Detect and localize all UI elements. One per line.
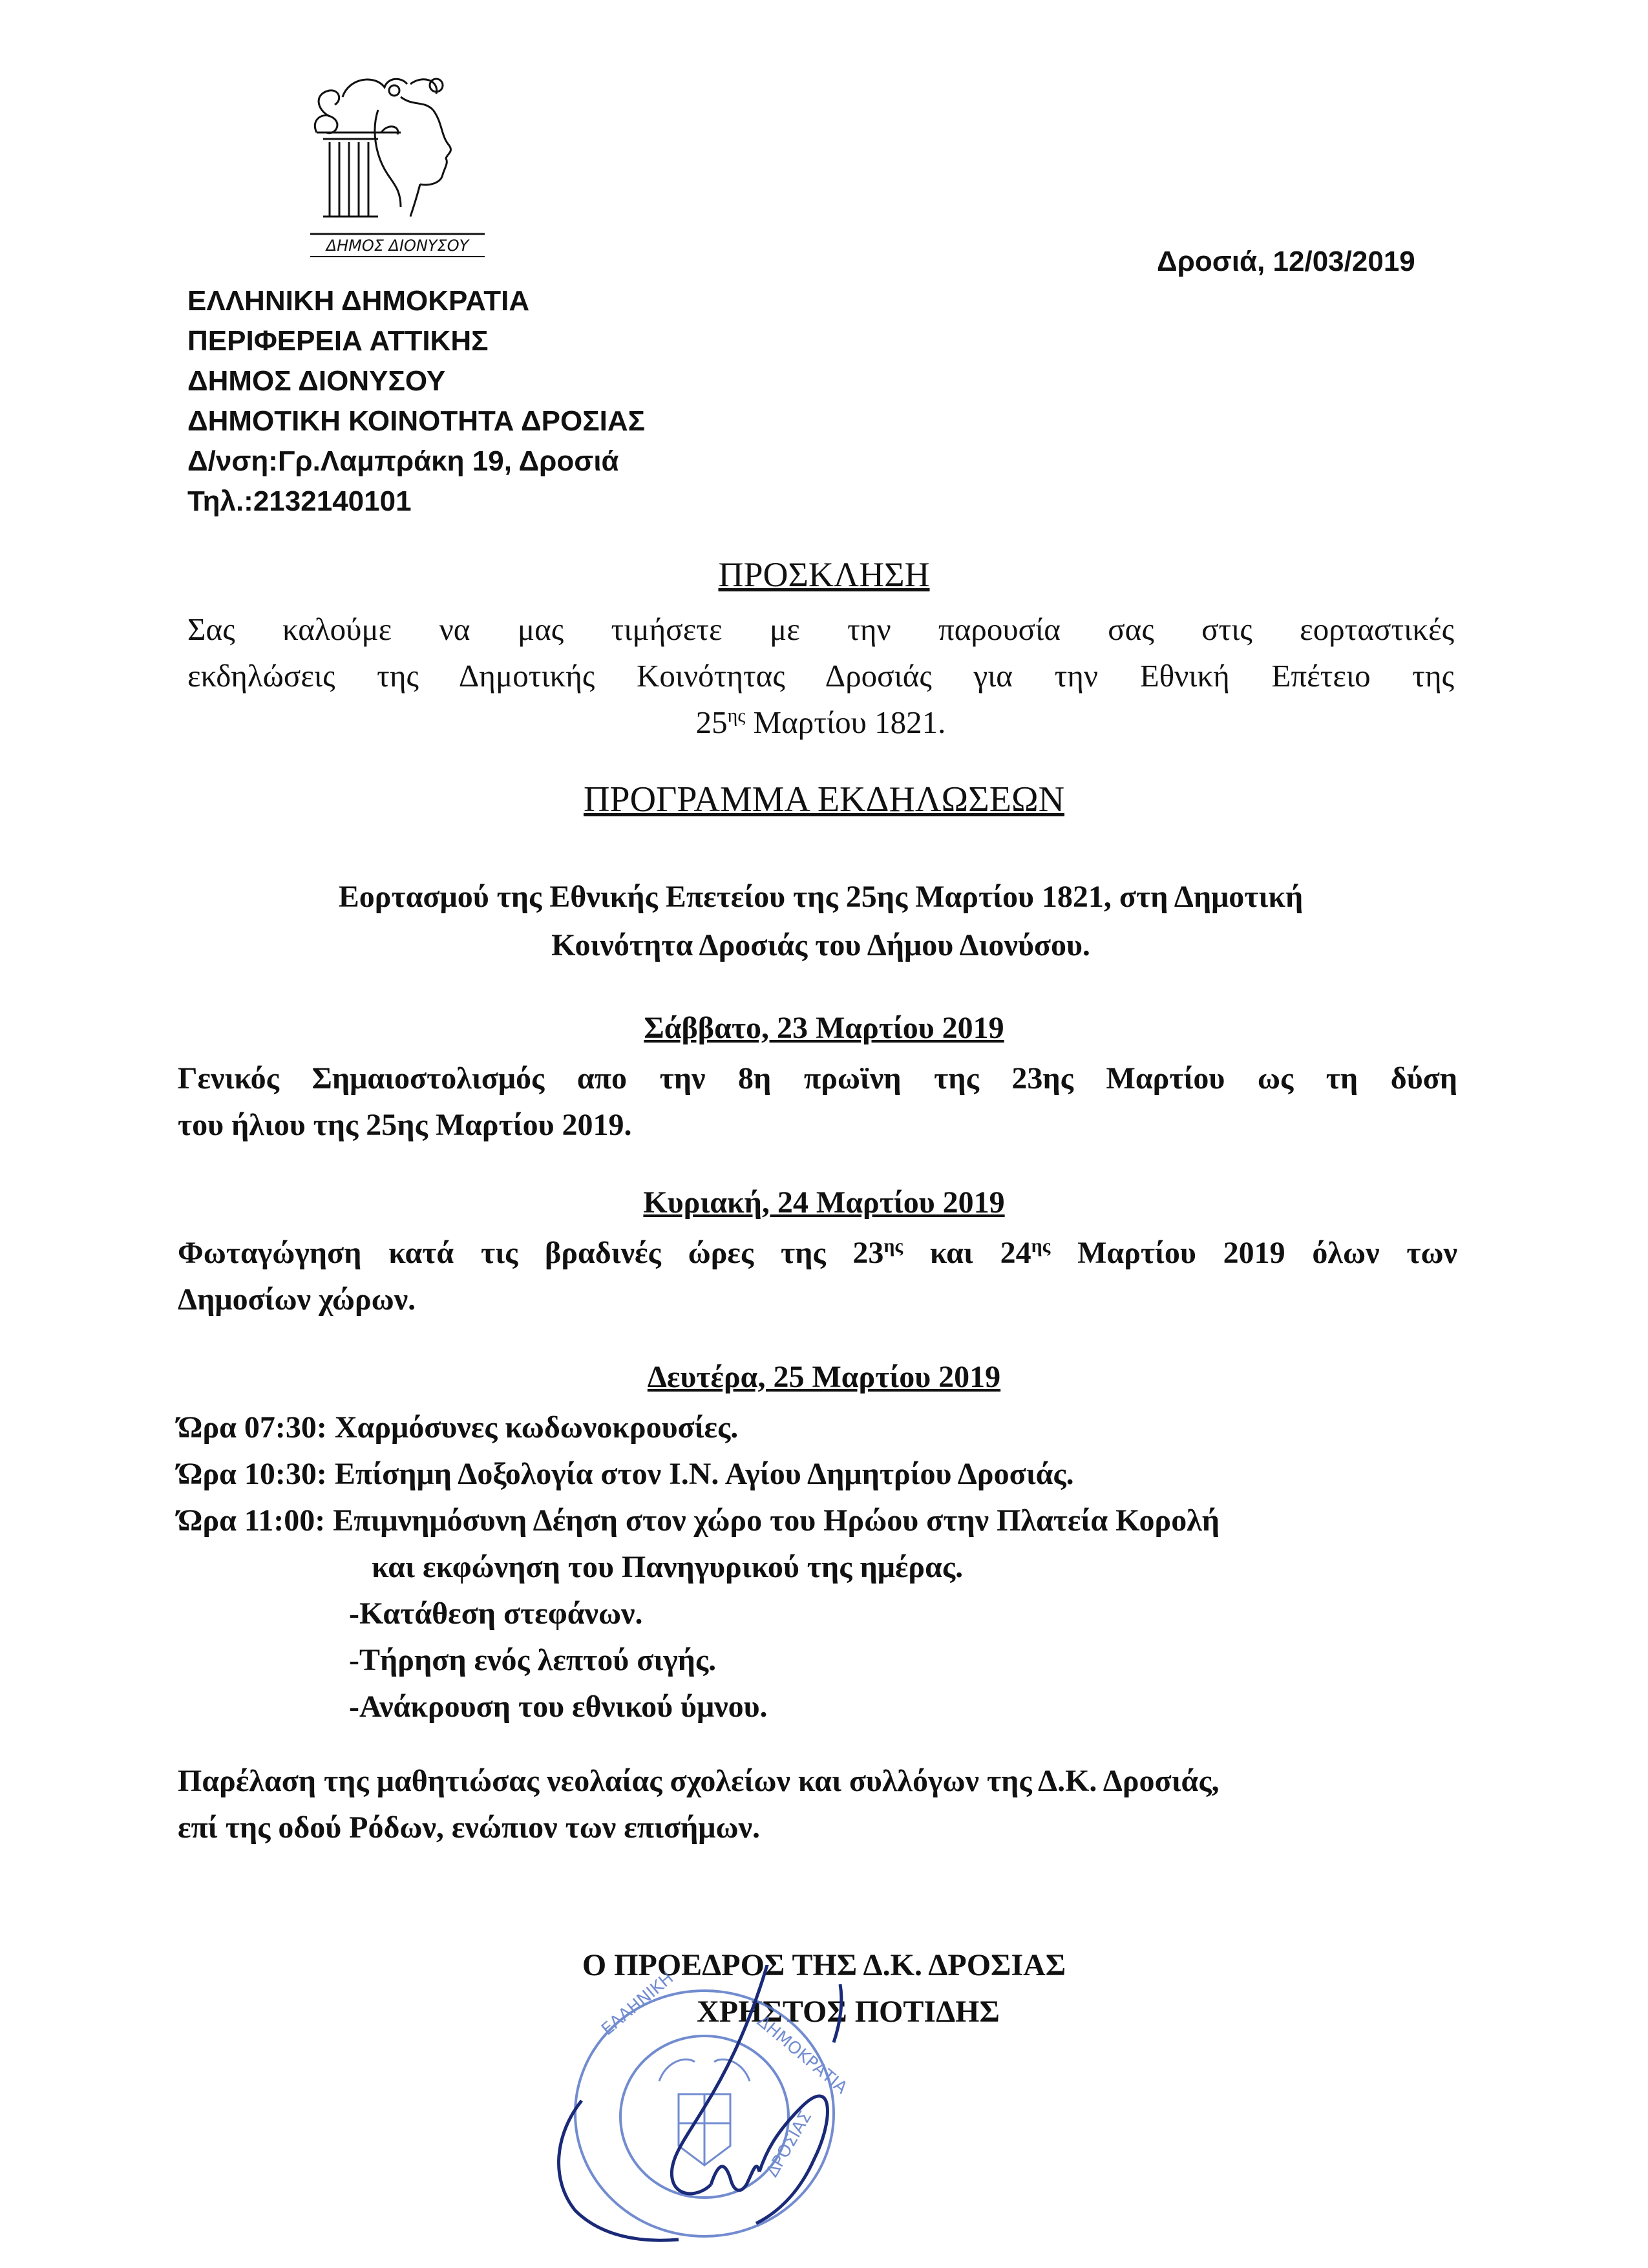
invitation-date-number: 25 (695, 705, 728, 740)
parade-line: Παρέλαση της μαθητιώσας νεολαίας σχολείων και συλλόγων της Δ.Κ. Δροσιάς, (178, 1764, 1220, 1798)
document-date: Δροσιά, 12/03/2019 (1157, 246, 1415, 277)
sunday-suffix: ης (1031, 1235, 1051, 1256)
schedule-item: Ώρα 10:30: Επίσημη Δοξολογία στον Ι.Ν. Αγίου Δημητρίου Δροσιάς. (178, 1457, 1074, 1491)
sunday-text (178, 1230, 1457, 1323)
svg-text:ΔΗΜΟΚΡΑΤΙΑ: ΔΗΜΟΚΡΑΤΙΑ (753, 2011, 851, 2098)
sender-line: ΠΕΡΙΦΕΡΕΙΑ ΑΤΤΙΚΗΣ (187, 325, 489, 357)
saturday-line: του ήλιου της 25ης Μαρτίου 2019. (178, 1108, 632, 1142)
sunday-suffix: ης (883, 1235, 903, 1256)
invitation-text (187, 606, 1454, 746)
monday-schedule (178, 1404, 1470, 1730)
sender-line: ΔΗΜΟΣ ΔΙΟΝΥΣΟΥ (187, 365, 446, 397)
sender-line: Τηλ.:2132140101 (187, 485, 412, 517)
saturday-line: Γενικός Σημαιοστολισμός απο την 8η πρωϊνη της 23ης Μαρτίου ως τη δύση (178, 1061, 1457, 1096)
invitation-line (187, 699, 1454, 746)
parade-line: επί της οδού Ρόδων, ενώπιον των επισήμων. (178, 1810, 761, 1845)
program-intro-line: Εορτασμού της Εθνικής Επετείου της 25ης Μαρτίου 1821, στη Δημοτική (338, 880, 1304, 914)
program-title: ΠΡΟΓΡΑΜΜΑ ΕΚΔΗΛΩΣΕΩΝ (583, 779, 1065, 820)
invitation-date-suffix: ης (727, 705, 746, 726)
invitation-line: Σας καλούμε να μας τιμήσετε με την παρουσία σας στις εορταστικές (187, 611, 1454, 647)
program-intro (187, 873, 1454, 970)
sender-line: Δ/νση:Γρ.Λαμπράκη 19, Δροσιά (187, 445, 619, 477)
program-intro-line: Κοινότητα Δροσιάς του Δήμου Διονύσου. (551, 928, 1090, 962)
sunday-line (178, 1230, 1457, 1277)
schedule-subitem: -Κατάθεση στεφάνων. (349, 1596, 643, 1631)
signatory-title: Ο ΠΡΟΕΔΡΟΣ ΤΗΣ Δ.Κ. ΔΡΟΣΙΑΣ (582, 1948, 1066, 1982)
schedule-subitem: -Τήρηση ενός λεπτού σιγής. (349, 1643, 717, 1677)
schedule-item: Ώρα 07:30: Χαρμόσυνες κωδωνοκρουσίες. (178, 1410, 739, 1445)
invitation-line: εκδηλώσεις της Δημοτικής Κοινότητας Δροσιάς για την Εθνική Επέτειο της (187, 658, 1454, 694)
svg-text:ΔΡΟΣΙΑΣ: ΔΡΟΣΙΑΣ (763, 2108, 816, 2181)
municipality-logo-icon (304, 71, 491, 259)
schedule-item-continuation: και εκφώνηση του Πανηγυρικού της ημέρας. (372, 1550, 964, 1584)
sunday-text-part: Φωταγώγηση κατά τις βραδινές ώρες της 23 (178, 1236, 884, 1270)
sender-address-block (187, 281, 645, 522)
sunday-line: Δημοσίων χώρων. (178, 1282, 416, 1317)
sunday-text-part: και 24 (903, 1236, 1031, 1270)
schedule-item: Ώρα 11:00: Επιμνημόσυνη Δέηση στον χώρο του Ηρώου στην Πλατεία Κορολή (178, 1503, 1220, 1538)
invitation-title: ΠΡΟΣΚΛΗΣΗ (718, 555, 930, 594)
signature-block (0, 1942, 1648, 2035)
sunday-text-part: Μαρτίου 2019 όλων των (1050, 1236, 1457, 1270)
sunday-heading: Κυριακή, 24 Μαρτίου 2019 (643, 1185, 1005, 1220)
monday-heading: Δευτέρα, 25 Μαρτίου 2019 (647, 1360, 1001, 1394)
sender-line: ΕΛΛΗΝΙΚΗ ΔΗΜΟΚΡΑΤΙΑ (187, 285, 530, 317)
signatory-name: ΧΡΗΣΤΟΣ ΠΟΤΙΔΗΣ (697, 1995, 1000, 2029)
parade-text (178, 1758, 1457, 1851)
invitation-date-rest: Μαρτίου 1821. (745, 705, 946, 740)
saturday-heading: Σάββατο, 23 Μαρτίου 2019 (644, 1011, 1004, 1045)
logo-caption: ΔΗΜΟΣ ΔΙΟΝΥΣΟΥ (326, 237, 469, 255)
saturday-text (178, 1055, 1457, 1149)
schedule-subitem: -Ανάκρουση του εθνικού ύμνου. (349, 1690, 768, 1724)
sender-line: ΔΗΜΟΤΙΚΗ ΚΟΙΝΟΤΗΤΑ ΔΡΟΣΙΑΣ (187, 405, 645, 437)
svg-text:ΕΛΛΗΝΙΚΗ: ΕΛΛΗΝΙΚΗ (598, 1968, 678, 2040)
